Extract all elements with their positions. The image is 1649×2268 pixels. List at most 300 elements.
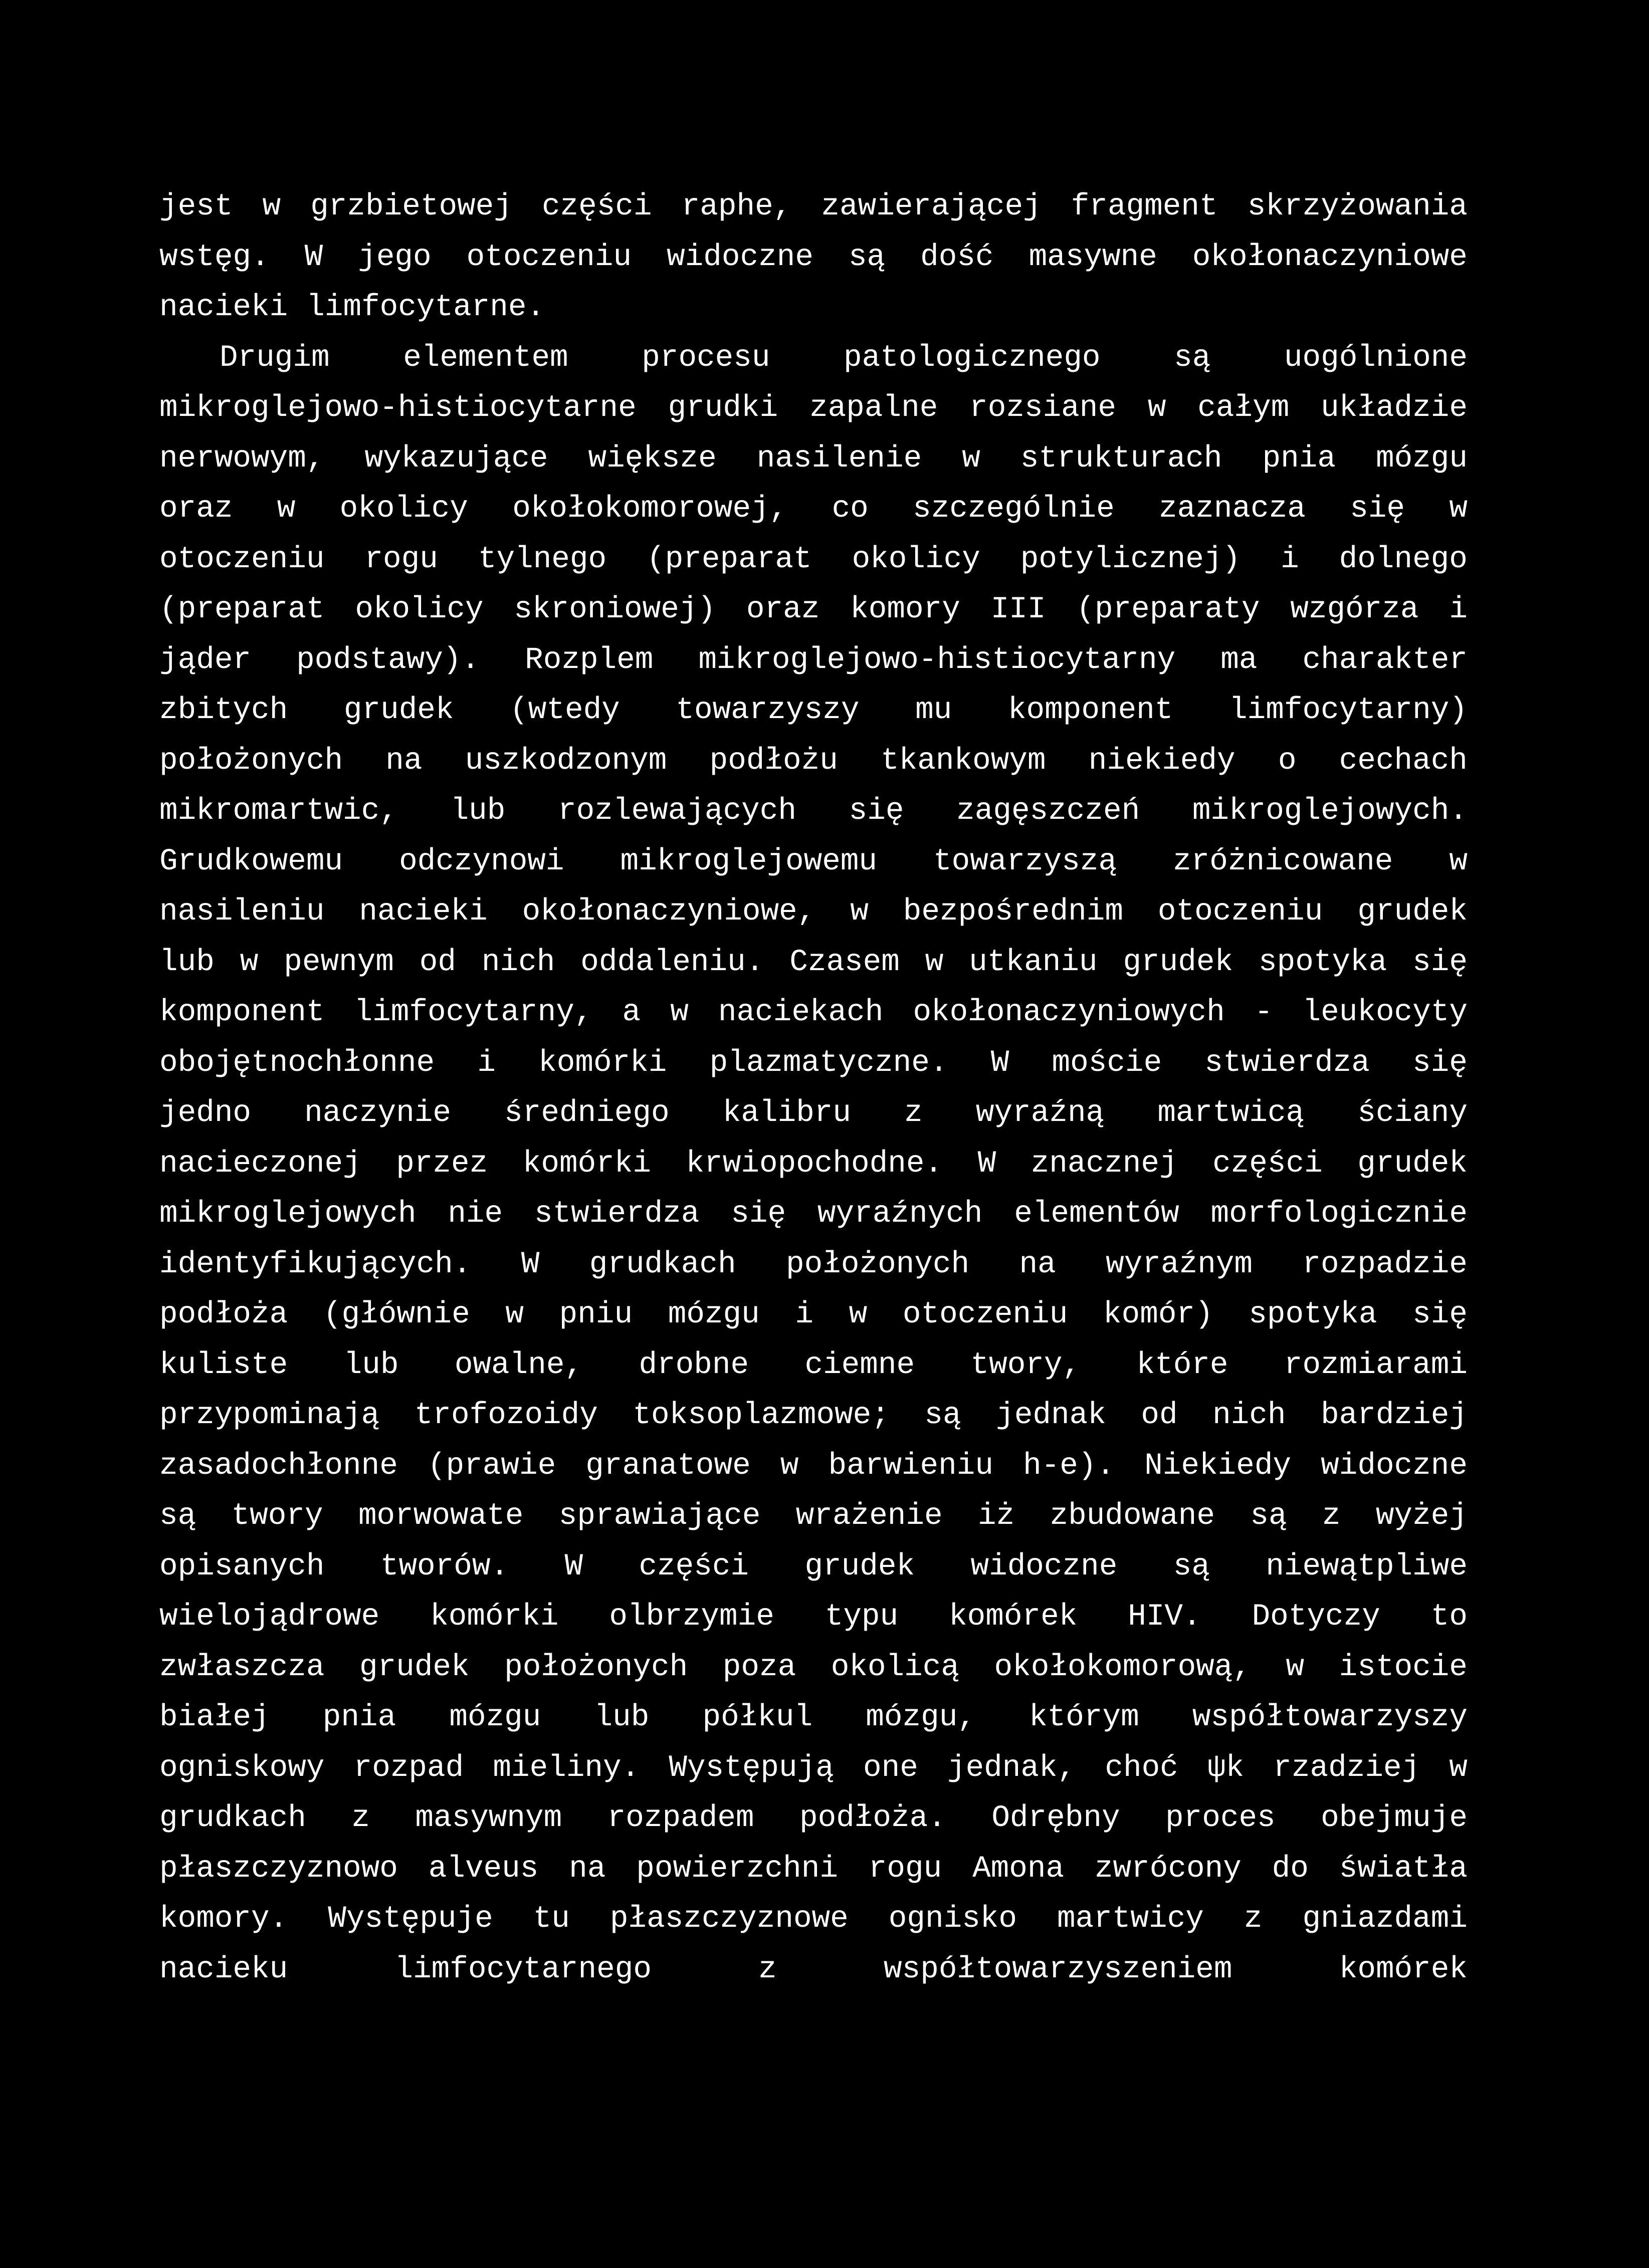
- word: naciekach: [718, 995, 884, 1030]
- word: i: [795, 1297, 813, 1332]
- word: gniazdami: [1302, 1902, 1468, 1936]
- word: się: [1350, 492, 1405, 526]
- word: otoczeniu: [466, 240, 632, 275]
- word: komórek: [949, 1600, 1078, 1634]
- word: Występują: [669, 1750, 834, 1785]
- word: wrażenie: [795, 1499, 943, 1533]
- word: które: [1136, 1347, 1228, 1383]
- word: otoczeniu: [902, 1297, 1068, 1332]
- word: otoczeniu: [159, 542, 325, 577]
- word: spotyka: [1249, 1297, 1377, 1332]
- word: grudkach: [159, 1801, 306, 1836]
- word: W: [990, 1045, 1009, 1080]
- word: się: [1412, 945, 1468, 980]
- word: w: [1147, 391, 1166, 425]
- text-line: [159, 686, 1468, 736]
- word: nasileniu: [159, 894, 325, 929]
- word: powierzchni: [636, 1851, 838, 1886]
- word: strukturach: [1020, 441, 1222, 476]
- word: charakter: [1302, 642, 1468, 677]
- word: są: [1173, 1549, 1210, 1584]
- word: choć: [1105, 1750, 1178, 1785]
- word: towarzyszą: [933, 844, 1117, 879]
- word: rozpad: [353, 1750, 464, 1785]
- text-line: [159, 233, 1468, 283]
- word: grudek: [1357, 894, 1468, 929]
- word: komponent: [159, 995, 325, 1030]
- word: okolicą: [831, 1650, 959, 1685]
- word: w: [780, 1448, 799, 1483]
- word: wykazujące: [364, 441, 548, 476]
- word: rozpadzie: [1302, 1247, 1468, 1282]
- word: ψk: [1207, 1750, 1245, 1785]
- word: Dotyczy: [1252, 1600, 1380, 1634]
- text-line: [159, 1491, 1468, 1542]
- text-line: [159, 938, 1468, 988]
- word: potylicznej): [1020, 542, 1241, 577]
- word: poza: [722, 1650, 796, 1685]
- word: położonych: [159, 743, 343, 778]
- text-line: [159, 1743, 1468, 1794]
- word: okołokomorową,: [994, 1650, 1251, 1685]
- word: barwieniu: [828, 1448, 993, 1483]
- word: oraz: [159, 492, 233, 526]
- word: okolicy: [852, 542, 980, 577]
- word: Amona: [972, 1851, 1065, 1886]
- word: bezpośrednim: [903, 894, 1123, 929]
- text-line: [159, 1793, 1468, 1844]
- word: komór): [1103, 1297, 1213, 1332]
- text-line: [159, 283, 1468, 333]
- word: jednak,: [947, 1750, 1076, 1785]
- word: o: [1278, 743, 1297, 778]
- text-line: [159, 736, 1468, 787]
- text-line: [159, 1542, 1468, 1593]
- word: są: [159, 1499, 196, 1533]
- word: stwierdza: [1204, 1045, 1370, 1080]
- word: tworów.: [380, 1549, 509, 1584]
- text-line: [159, 1643, 1468, 1693]
- word: naczynie: [304, 1096, 452, 1130]
- word: iż: [977, 1499, 1015, 1533]
- word: (wtedy: [510, 693, 620, 728]
- word: na: [1019, 1247, 1056, 1282]
- word: przypominają: [159, 1398, 380, 1433]
- word: dolnego: [1339, 542, 1468, 577]
- word: pewnym: [284, 945, 394, 980]
- word: i: [1281, 542, 1299, 577]
- word: mózgu: [1375, 441, 1468, 476]
- word: widoczne: [667, 240, 813, 275]
- word: się: [731, 1197, 786, 1231]
- word: bardziej: [1321, 1398, 1468, 1433]
- word: okołonaczyniowe,: [522, 894, 816, 929]
- word: grudek: [1357, 1146, 1468, 1181]
- word: odczynowi: [399, 844, 564, 879]
- word: na: [569, 1851, 606, 1886]
- word: martwicą: [1157, 1096, 1305, 1130]
- word: zbudowane: [1050, 1499, 1215, 1533]
- word: W: [564, 1549, 583, 1584]
- word: podłożu: [709, 743, 838, 778]
- word: lub: [343, 1347, 399, 1383]
- word: zawierającej: [821, 189, 1042, 224]
- word: procesu: [642, 340, 770, 375]
- word: okolicy: [339, 492, 468, 526]
- word: pnia: [1262, 441, 1336, 476]
- word: niekiedy: [1088, 743, 1235, 778]
- text-line: [159, 988, 1468, 1038]
- word: (preparat: [159, 592, 325, 627]
- word: olbrzymie: [609, 1600, 774, 1634]
- word: mu: [915, 693, 952, 728]
- word: opisanych: [159, 1549, 325, 1584]
- word: HIV.: [1128, 1600, 1201, 1634]
- word: ma: [1220, 642, 1258, 677]
- text-line: [159, 1391, 1468, 1441]
- word: są: [1174, 340, 1211, 375]
- word: Występuje: [328, 1902, 493, 1936]
- word: Grudkowemu: [159, 844, 343, 879]
- word: wyżej: [1375, 1499, 1468, 1533]
- word: wyraźną: [975, 1096, 1105, 1130]
- word: h-e).: [1023, 1448, 1115, 1483]
- word: patologicznego: [844, 340, 1101, 375]
- word: w: [1449, 1750, 1468, 1785]
- text-line: [159, 837, 1468, 887]
- word: białej: [159, 1700, 270, 1735]
- text-line: [159, 1592, 1468, 1643]
- word: grzbietowej: [310, 189, 512, 224]
- word: zwłaszcza: [159, 1650, 325, 1685]
- word: lub: [159, 945, 215, 980]
- word: spotyka: [1259, 945, 1387, 980]
- word: limfocytarnego: [394, 1952, 652, 1987]
- word: szczególnie: [913, 492, 1115, 526]
- body-text: [159, 182, 1468, 1995]
- word: współtowarzyszeniem: [884, 1952, 1232, 1987]
- word: nich: [1212, 1398, 1286, 1433]
- word: są: [848, 240, 886, 275]
- word: całym: [1197, 391, 1290, 425]
- word: wielojądrowe: [159, 1600, 380, 1634]
- text-line: [159, 1945, 1468, 1995]
- text-line: [159, 1844, 1468, 1895]
- word: zróżnicowane: [1173, 844, 1393, 879]
- word: kuliste: [159, 1347, 288, 1383]
- word: zbitych: [159, 693, 288, 728]
- text-line: [159, 1189, 1468, 1240]
- word: średniego: [504, 1096, 670, 1130]
- word: komórki: [430, 1600, 559, 1634]
- word: wyraźnym: [1106, 1247, 1253, 1282]
- word: pniu: [559, 1297, 633, 1332]
- word: położonych: [504, 1650, 688, 1685]
- word: limfocytarne.: [306, 290, 545, 325]
- word: w: [925, 945, 944, 980]
- word: rozmiarami: [1284, 1347, 1468, 1383]
- word: grudek: [1123, 945, 1233, 980]
- word: w: [962, 441, 980, 476]
- word: typu: [824, 1600, 899, 1634]
- word: komory.: [159, 1902, 288, 1936]
- word: morwowate: [358, 1499, 524, 1533]
- word: widoczne: [970, 1549, 1118, 1584]
- word: grudek: [359, 1650, 470, 1685]
- word: istocie: [1339, 1650, 1468, 1685]
- word: uogólnione: [1284, 340, 1468, 375]
- word: obejmuje: [1321, 1801, 1468, 1836]
- word: lub: [450, 794, 506, 828]
- word: większe: [588, 441, 717, 476]
- word: rozlewających: [558, 794, 796, 828]
- word: płaszczyznowe: [609, 1902, 849, 1936]
- word: Niekiedy: [1144, 1448, 1292, 1483]
- word: drobne: [639, 1347, 749, 1383]
- word: niewątpliwe: [1266, 1549, 1468, 1584]
- text-line: [159, 1038, 1468, 1089]
- word: oraz: [746, 592, 820, 627]
- word: nich: [481, 945, 555, 980]
- word: w: [670, 995, 689, 1030]
- text-line: [159, 786, 1468, 837]
- word: w: [262, 189, 281, 224]
- word: części: [541, 189, 652, 224]
- word: jest: [159, 189, 233, 224]
- word: mieliny.: [493, 1750, 640, 1785]
- word: krwiopochodne.: [686, 1146, 943, 1181]
- word: podłoża.: [799, 1801, 946, 1836]
- word: i: [1449, 592, 1468, 627]
- word: cechach: [1339, 743, 1468, 778]
- word: W: [521, 1247, 540, 1282]
- text-line: [159, 535, 1468, 585]
- word: i: [477, 1045, 496, 1080]
- word: są: [924, 1398, 961, 1433]
- word: komórki: [522, 1146, 652, 1181]
- word: Rozplem: [525, 642, 654, 677]
- word: płaszczyznowo: [159, 1851, 398, 1886]
- word: grudki: [668, 391, 778, 425]
- word: tu: [533, 1902, 570, 1936]
- word: owalne,: [454, 1347, 583, 1383]
- word: masywnym: [415, 1801, 562, 1836]
- word: do: [1272, 1851, 1309, 1886]
- word: limfocytarny,: [354, 995, 593, 1030]
- word: okołonaczyniowe: [1192, 240, 1468, 275]
- text-line: [159, 383, 1468, 434]
- word: jego: [358, 240, 432, 275]
- word: w: [849, 1297, 868, 1332]
- word: komórek: [1339, 1952, 1468, 1987]
- word: współtowarzyszy: [1192, 1700, 1468, 1735]
- word: W: [304, 240, 323, 275]
- text-line: [159, 585, 1468, 635]
- word: grudkach: [589, 1247, 736, 1282]
- word: co: [832, 492, 869, 526]
- text-line: [159, 1240, 1468, 1290]
- word: (głównie: [323, 1297, 470, 1332]
- word: uszkodzonym: [465, 743, 667, 778]
- word: od: [419, 945, 457, 980]
- word: zapalne: [809, 391, 938, 425]
- text-line: [159, 1693, 1468, 1743]
- word: nerwowym,: [159, 441, 325, 476]
- word: komponent: [1007, 693, 1173, 728]
- word: podstawy).: [296, 642, 480, 677]
- word: mikroglejowo-histiocytarne: [159, 391, 637, 425]
- word: układzie: [1321, 391, 1468, 425]
- word: są: [1250, 1499, 1287, 1533]
- word: się: [1412, 1297, 1468, 1332]
- text-line: [159, 434, 1468, 485]
- text-line: [159, 182, 1468, 233]
- word: ściany: [1357, 1096, 1468, 1130]
- text-line: [159, 887, 1468, 938]
- word: wzgórza: [1290, 592, 1419, 627]
- word: alveus: [428, 1851, 539, 1886]
- word: kalibru: [722, 1096, 852, 1130]
- word: grudek: [804, 1549, 915, 1584]
- word: a: [622, 995, 641, 1030]
- word: nacieku: [159, 1952, 288, 1987]
- word: rogu: [364, 542, 438, 577]
- word: mikromartwic,: [159, 794, 398, 828]
- text-line: [159, 1894, 1468, 1945]
- word: otoczeniu: [1157, 894, 1323, 929]
- word: się: [1412, 1045, 1468, 1080]
- word: moście: [1052, 1045, 1162, 1080]
- word: (prawie: [427, 1448, 556, 1483]
- word: morfologicznie: [1210, 1197, 1468, 1231]
- word: mikroglejowo-histiocytarny: [698, 642, 1176, 677]
- word: jedno: [159, 1096, 252, 1130]
- word: W: [977, 1146, 996, 1181]
- word: z: [904, 1096, 923, 1130]
- word: zasadochłonne: [159, 1448, 398, 1483]
- word: półkul: [702, 1700, 813, 1735]
- word: Odrębny: [991, 1801, 1120, 1836]
- word: masywne: [1028, 240, 1157, 275]
- word: jąder: [159, 642, 252, 677]
- text-line: [159, 635, 1468, 686]
- word: którym: [1029, 1700, 1139, 1735]
- word: plazmatyczne.: [709, 1045, 948, 1080]
- word: raphe,: [681, 189, 792, 224]
- word: w: [850, 894, 869, 929]
- word: na: [385, 743, 423, 778]
- word: w: [277, 492, 296, 526]
- word: toksoplazmowe;: [633, 1398, 890, 1433]
- word: komory: [850, 592, 960, 627]
- word: sprawiające: [558, 1499, 761, 1533]
- word: widoczne: [1321, 1448, 1468, 1483]
- word: ognisko: [888, 1902, 1017, 1936]
- word: wstęg.: [159, 240, 270, 275]
- word: znacznej: [1030, 1146, 1178, 1181]
- word: skrzyżowania: [1247, 189, 1468, 224]
- word: w: [240, 945, 259, 980]
- word: ciemne: [804, 1347, 915, 1383]
- word: przez: [396, 1146, 488, 1181]
- word: światła: [1339, 1851, 1468, 1886]
- word: dość: [920, 240, 994, 275]
- word: nacieki: [359, 894, 488, 929]
- word: twory,: [970, 1347, 1081, 1383]
- word: okołonaczyniowych: [913, 995, 1225, 1030]
- text-line: [159, 1441, 1468, 1492]
- word: granatowe: [585, 1448, 751, 1483]
- word: w: [505, 1297, 524, 1332]
- word: położonych: [786, 1247, 970, 1282]
- word: to: [1430, 1600, 1468, 1634]
- word: w: [1449, 492, 1468, 526]
- word: fragment: [1071, 189, 1218, 224]
- word: nasilenie: [756, 441, 922, 476]
- word: oddaleniu.: [580, 945, 764, 980]
- word: części: [639, 1549, 749, 1584]
- word: ogniskowy: [159, 1750, 325, 1785]
- word: leukocyty: [1302, 995, 1468, 1030]
- word: rozpadem: [607, 1801, 754, 1836]
- text-line: [159, 1340, 1468, 1391]
- word: okołokomorowej,: [512, 492, 788, 526]
- word: zagęszczeń: [956, 794, 1140, 828]
- word: twory: [231, 1499, 323, 1533]
- word: z: [1322, 1499, 1341, 1533]
- word: rzadziej: [1273, 1750, 1420, 1785]
- word: -: [1254, 995, 1273, 1030]
- text-line: [159, 333, 1468, 384]
- word: jednak: [996, 1398, 1106, 1433]
- word: z: [351, 1801, 370, 1836]
- text-line: [159, 1088, 1468, 1139]
- word: podłoża: [159, 1297, 288, 1332]
- word: zaznacza: [1159, 492, 1306, 526]
- word: zwrócony: [1094, 1851, 1242, 1886]
- word: pnia: [322, 1700, 396, 1735]
- word: elementów: [1014, 1197, 1179, 1231]
- word: z: [1244, 1902, 1263, 1936]
- word: nacieczonej: [159, 1146, 361, 1181]
- word: rozsiane: [969, 391, 1116, 425]
- text-line: [159, 1139, 1468, 1190]
- word: się: [849, 794, 904, 828]
- word: mózgu,: [866, 1700, 976, 1735]
- word: identyfikujących.: [159, 1247, 472, 1282]
- word: okolicy: [355, 592, 484, 627]
- word: lub: [594, 1700, 650, 1735]
- word: od: [1141, 1398, 1178, 1433]
- word: grudek: [343, 693, 454, 728]
- word: obojętnochłonne: [159, 1045, 435, 1080]
- word: one: [863, 1750, 918, 1785]
- word: III: [990, 592, 1046, 627]
- word: w: [1449, 844, 1468, 879]
- word: skroniowej): [514, 592, 716, 627]
- word: mózgu: [668, 1297, 760, 1332]
- word: stwierdza: [534, 1197, 700, 1231]
- word: towarzyszy: [676, 693, 860, 728]
- word: Drugim: [220, 340, 330, 375]
- text-line: [159, 484, 1468, 535]
- word: mikroglejowych: [159, 1197, 417, 1231]
- word: nie: [448, 1197, 503, 1231]
- word: rogu: [868, 1851, 942, 1886]
- word: części: [1212, 1146, 1323, 1181]
- word: mikroglejowych.: [1192, 794, 1468, 828]
- word: tkankowym: [881, 743, 1046, 778]
